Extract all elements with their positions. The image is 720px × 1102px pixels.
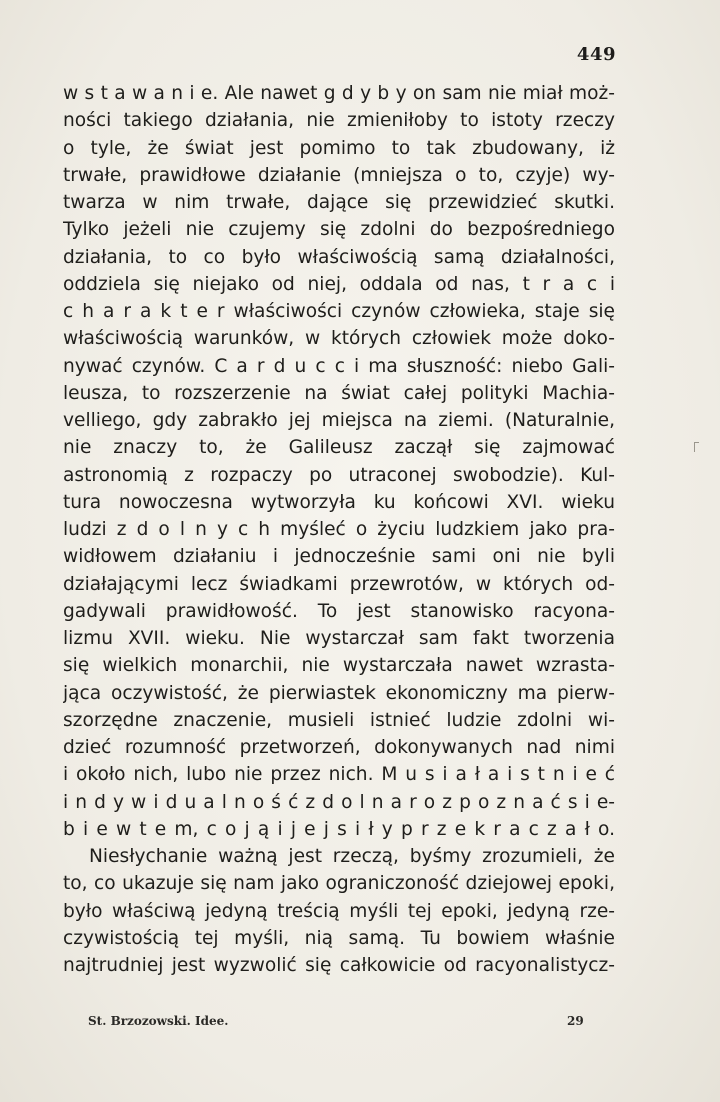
text-line: szorzędne znaczenie, musieli istnieć ludzie zdolni wi-: [63, 709, 615, 731]
text-line: czywistością tej myśli, nią samą. Tu bowiem właśnie: [63, 927, 615, 949]
margin-mark: [694, 442, 699, 452]
body-text: [63, 80, 615, 979]
text-line: dzieć rozumność przetworzeń, dokonywanych nad nimi: [63, 737, 615, 758]
text-line: astronomią z rozpaczy po utraconej swobodzie). Kul-: [63, 464, 615, 486]
paragraph-first-line: Niesłychanie ważną jest rzeczą, byśmy zrozumieli, że: [89, 846, 615, 867]
text-line: Tylko jeżeli nie czujemy się zdolni do bezpośredniego: [63, 219, 615, 241]
text-line: trwałe, prawidłowe działanie (mniejsza o to, czyje) wy-: [63, 164, 615, 186]
text-line: lizmu XVII. wieku. Nie wystarczał sam fakt tworzenia: [63, 628, 615, 649]
text-line: gadywali prawidłowość. To jest stanowisko racyona-: [63, 600, 615, 622]
text-line: leusza, to rozszerzenie na świat całej polityki Machia-: [63, 382, 615, 404]
text-line: tura nowoczesna wytworzyła ku końcowi XVI. wieku: [63, 491, 615, 513]
footer-sheet-number: 29: [567, 1014, 584, 1028]
text-line: i około nich, lubo nie przez nich. M u s i a ł a i s t n i e ć: [63, 764, 615, 786]
text-line: właściwością warunków, w których człowiek może doko-: [63, 328, 615, 350]
text-line: było właściwą jedyną treścią myśli tej epoki, jedyną rze-: [63, 900, 615, 922]
text-line: to, co ukazuje się nam jako ograniczoność dziejowej epoki,: [63, 873, 615, 895]
text-line: działania, to co było właściwością samą działalności,: [63, 246, 615, 268]
text-line: b i e w t e m, c o j ą i j e j s i ł y p r z e k r a c z a ł o.: [63, 818, 615, 840]
text-line: ności takiego działania, nie zmieniłoby to istoty rzeczy: [63, 110, 615, 132]
text-line: ludzi z d o l n y c h myśleć o życiu ludzkiem jako pra-: [63, 519, 615, 540]
text-line: velliego, gdy zabrakło jej miejsca na ziemi. (Naturalnie,: [63, 410, 615, 431]
text-line: działającymi lecz świadkami przewrotów, w których od-: [63, 573, 615, 595]
text-line: najtrudniej jest wyzwolić się całkowicie od racyonalistycz-: [63, 955, 615, 976]
text-line: nie znaczy to, że Galileusz zaczął się zajmować: [63, 437, 615, 459]
page-number: 449: [576, 44, 616, 65]
text-line: oddziela się niejako od niej, oddala od nas, t r a c i: [63, 273, 615, 295]
text-line: c h a r a k t e r właściwości czynów człowieka, staje się: [63, 301, 615, 322]
text-line: i n d y w i d u a l n o ś ć z d o l n a r o z p o z n a ć s i e-: [63, 791, 615, 813]
text-line: w s t a w a n i e. Ale nawet g d y b y on sam nie miał moż-: [63, 83, 615, 104]
text-line: twarza w nim trwałe, dające się przewidzieć skutki.: [63, 192, 615, 213]
text-line: nywać czynów. C a r d u c c i ma słuszność: niebo Gali-: [63, 355, 615, 377]
footer-signature: St. Brzozowski. Idee.: [88, 1014, 229, 1028]
text-line: o tyle, że świat jest pomimo to tak zbudowany, iż: [63, 137, 615, 159]
text-line: jąca oczywistość, że pierwiastek ekonomiczny ma pierw-: [63, 682, 615, 704]
text-line: widłowem działaniu i jednocześnie sami oni nie byli: [63, 546, 615, 568]
text-line: się wielkich monarchii, nie wystarczała nawet wzrasta-: [63, 655, 615, 677]
